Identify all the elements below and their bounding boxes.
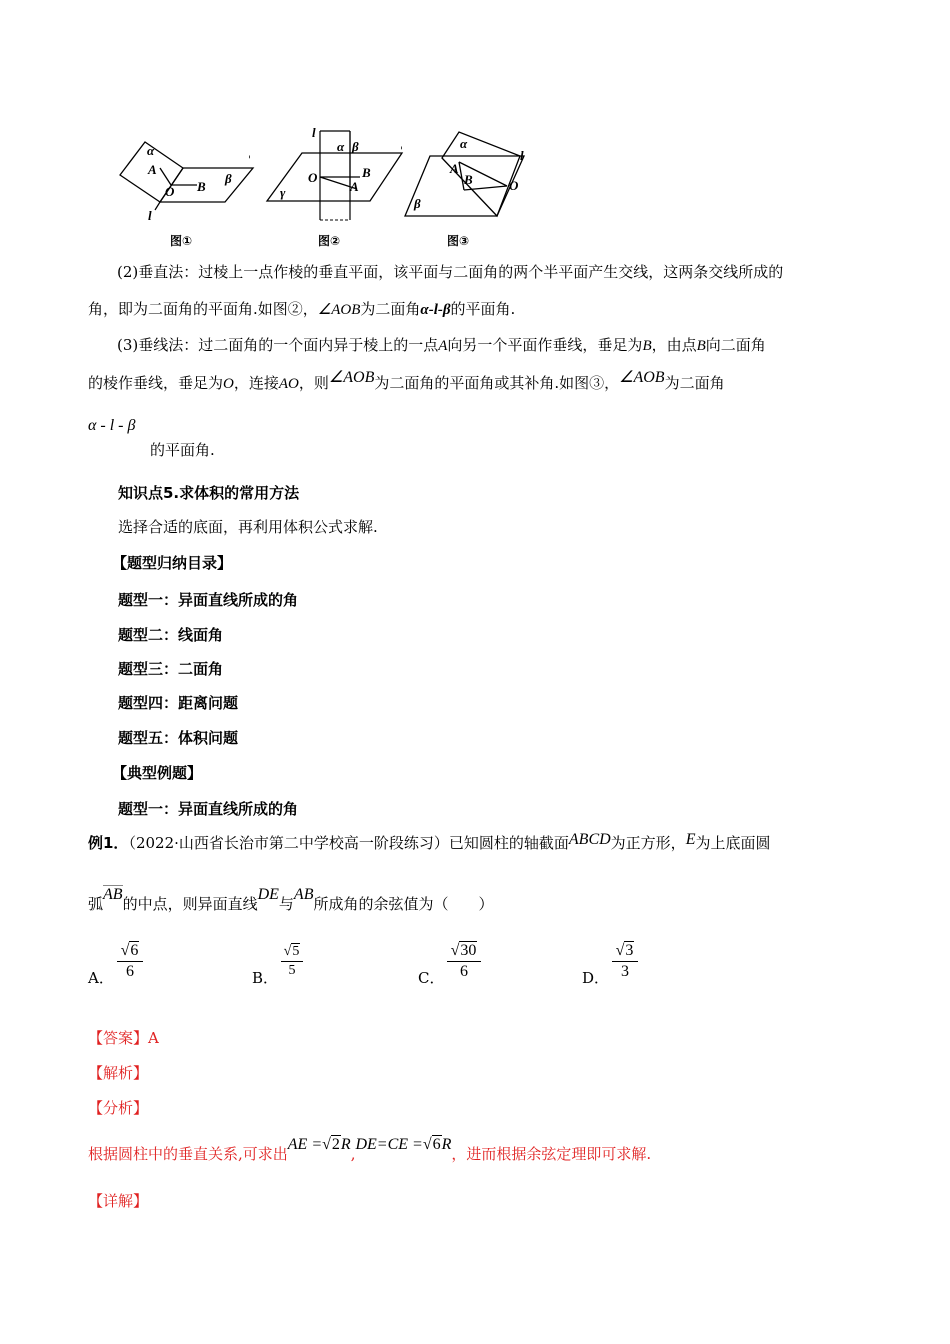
example1-line2: 弧AB的中点，则异面直线DE与AB所成角的余弦值为（ ） (88, 886, 494, 913)
label-B: B (197, 179, 206, 194)
method3-line1: (3)垂线法：过二面角的一个面内异于棱上的一点A向另一个平面作垂线，垂足为B，由点B向二面角 (117, 336, 766, 354)
figure-2-tick: ' (400, 146, 403, 157)
catalog-item: 题型三：二面角 (118, 660, 224, 678)
method3-expr: α - l - β (88, 417, 136, 434)
example1-line1: 例1．（2022·山西省长治市第二中学校高一阶段练习）已知圆柱的轴截面ABCD为正方形，E为上底面圆 (88, 831, 771, 852)
figure-2-caption: 图② (318, 234, 341, 248)
label-A: A (350, 179, 359, 194)
label-B: B (464, 172, 473, 187)
label-beta: β (352, 139, 359, 154)
line-AO (160, 168, 171, 185)
label-O: O (509, 178, 519, 193)
label-O: O (308, 170, 318, 185)
figure-1-diagram (115, 138, 265, 228)
kp5-title: 知识点5.求体积的常用方法 (118, 484, 300, 502)
method3-line2: 的棱作垂线，垂足为O，连接AO，则∠AOB为二面角的平面角或其补角.如图③，∠AOB为二面角 (88, 369, 725, 392)
label-alpha: α (337, 139, 345, 154)
label-O: O (165, 184, 175, 199)
label-l: l (148, 208, 152, 223)
option-c-fraction: √30 6 (447, 942, 481, 981)
fenxi-label: 【分析】 (88, 1099, 149, 1117)
catalog-item: 题型二：线面角 (118, 626, 224, 644)
fenxi-text: 根据圆柱中的垂直关系,可求出AE =√2R,DE=CE =√6R，进而根据余弦定理即可求解. (88, 1136, 652, 1163)
label-l: l (312, 125, 316, 140)
answer-line: 【答案】A (88, 1029, 159, 1047)
label-alpha: α (147, 143, 155, 158)
figure-3-caption: 图③ (447, 234, 470, 248)
catalog-item: 题型四：距离问题 (118, 694, 239, 712)
figure-1-tick: ' (248, 155, 251, 166)
catalog-item: 题型五：体积问题 (118, 729, 239, 747)
edge-l (155, 202, 160, 210)
method2-line2: 角，即为二面角的平面角.如图②，∠AOB为二面角α-l-β的平面角. (88, 300, 516, 318)
label-A: A (148, 162, 157, 177)
figure-1-caption: 图① (170, 234, 193, 248)
label-alpha: α (460, 136, 468, 151)
catalog-title: 【题型归纳目录】 (112, 554, 233, 572)
examples-subtitle: 题型一：异面直线所成的角 (118, 800, 299, 818)
detail-label: 【详解】 (88, 1192, 149, 1210)
method2-line1: (2)垂直法：过棱上一点作棱的垂直平面，该平面与二面角的两个半平面产生交线，这两条交线所成的 (117, 263, 784, 281)
analysis-label: 【解析】 (88, 1064, 149, 1082)
label-gamma: γ (280, 185, 286, 200)
kp5-text: 选择合适的底面，再利用体积公式求解. (118, 518, 378, 536)
examples-title: 【典型例题】 (112, 764, 203, 782)
option-d-fraction: √3 3 (612, 942, 638, 981)
figure-2-diagram (262, 125, 407, 225)
label-beta: β (225, 171, 232, 186)
label-B: B (362, 165, 371, 180)
label-beta: β (414, 196, 421, 211)
option-b-fraction: √5 5 (281, 944, 303, 979)
option-a-fraction: √6 6 (117, 942, 143, 981)
label-l: l (520, 148, 524, 163)
method3-line3: 的平面角. (150, 441, 215, 459)
figure-3-diagram (402, 128, 532, 220)
label-A: A (450, 161, 459, 176)
catalog-item: 题型一：异面直线所成的角 (118, 591, 299, 609)
